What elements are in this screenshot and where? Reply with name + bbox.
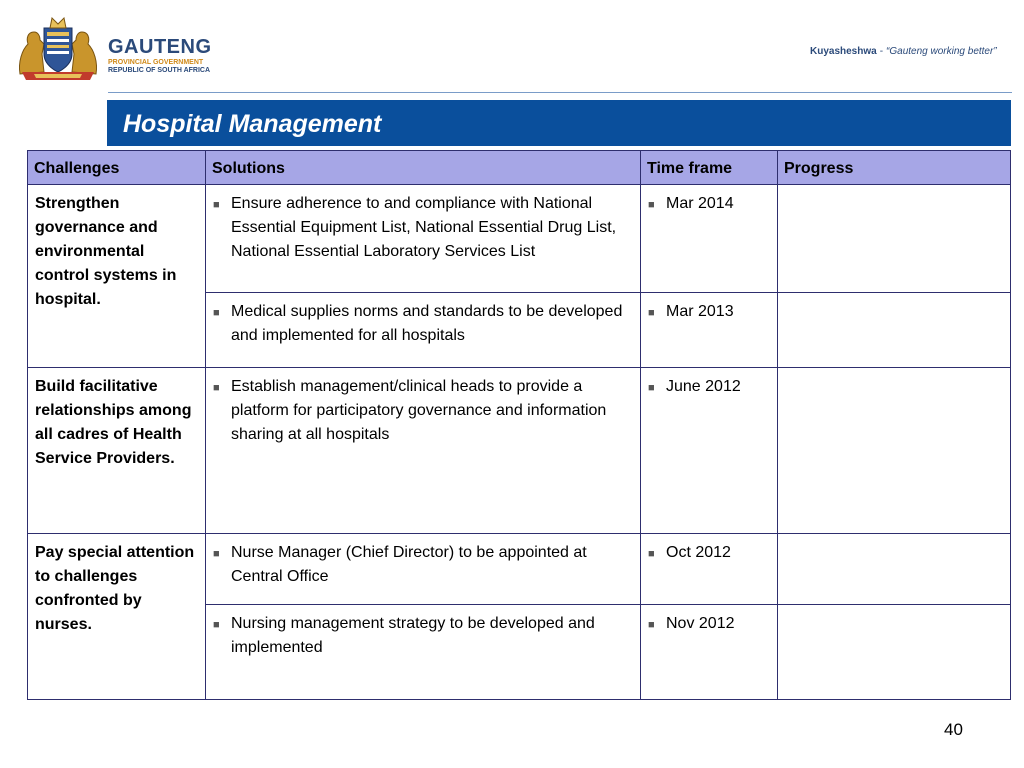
square-bullet-icon: ■ (648, 199, 655, 211)
page-number: 40 (944, 720, 963, 739)
square-bullet-icon: ■ (648, 382, 655, 394)
tagline-quote: “Gauteng working better” (886, 46, 997, 57)
solution-text: Nursing management strategy to be developed and implemented (231, 615, 595, 656)
progress-cell (778, 185, 1011, 293)
brand-subtitle-1: PROVINCIAL GOVERNMENT (108, 59, 204, 66)
table-row (28, 534, 1011, 605)
header-divider (108, 92, 1012, 93)
progress-cell (778, 605, 1011, 700)
square-bullet-icon: ■ (648, 307, 655, 319)
solution-cell (206, 605, 641, 700)
timeframe-cell (641, 605, 778, 700)
timeframe-cell (641, 534, 778, 605)
progress-cell (778, 534, 1011, 605)
solution-text: Medical supplies norms and standards to be developed and implemented for all hospitals (231, 303, 623, 344)
timeframe-cell (641, 368, 778, 534)
timeframe-cell (641, 185, 778, 293)
hospital-management-table (27, 150, 1011, 700)
progress-cell (778, 293, 1011, 368)
square-bullet-icon: ■ (213, 307, 220, 319)
header-progress: Progress (778, 151, 1011, 185)
challenge-cell: Build facilitative relationships among all cadres of Health Service Providers. (28, 368, 206, 534)
solution-cell (206, 368, 641, 534)
timeframe-text: Mar 2014 (666, 195, 734, 212)
header-challenges: Challenges (28, 151, 206, 185)
gauteng-logo (14, 14, 212, 82)
solution-text: Nurse Manager (Chief Director) to be appointed at Central Office (231, 544, 587, 585)
header-solutions: Solutions (206, 151, 641, 185)
progress-cell (778, 368, 1011, 534)
brand-text (108, 37, 212, 75)
timeframe-text: Oct 2012 (666, 544, 731, 561)
square-bullet-icon: ■ (213, 199, 220, 211)
table-row (28, 185, 1011, 293)
solution-text: Establish management/clinical heads to provide a platform for participatory governance and information sharing at all hospitals (231, 378, 607, 443)
timeframe-cell (641, 293, 778, 368)
coat-of-arms-icon (14, 14, 102, 82)
tagline-separator: - (879, 46, 884, 57)
slide-title: Hospital Management (123, 110, 382, 138)
brand-subtitle-2: REPUBLIC OF SOUTH AFRICA (108, 67, 211, 74)
square-bullet-icon: ■ (213, 548, 220, 560)
tagline (810, 46, 997, 57)
solution-cell (206, 185, 641, 293)
square-bullet-icon: ■ (648, 619, 655, 631)
table-header-row (28, 151, 1011, 185)
square-bullet-icon: ■ (213, 382, 220, 394)
tagline-slogan: Kuyasheshwa (810, 46, 877, 57)
solution-cell (206, 534, 641, 605)
solution-cell (206, 293, 641, 368)
timeframe-text: Nov 2012 (666, 615, 735, 632)
timeframe-text: June 2012 (666, 378, 741, 395)
brand-name: GAUTENG (108, 36, 212, 58)
challenge-cell: Pay special attention to challenges confronted by nurses. (28, 534, 206, 700)
challenge-cell: Strengthen governance and environmental control systems in hospital. (28, 185, 206, 368)
timeframe-text: Mar 2013 (666, 303, 734, 320)
header-time-frame: Time frame (641, 151, 778, 185)
title-bar (107, 100, 1011, 146)
square-bullet-icon: ■ (648, 548, 655, 560)
table-row (28, 368, 1011, 534)
solution-text: Ensure adherence to and compliance with National Essential Equipment List, National Essential Drug List, National Essential Laboratory Services List (231, 195, 617, 260)
square-bullet-icon: ■ (213, 619, 220, 631)
